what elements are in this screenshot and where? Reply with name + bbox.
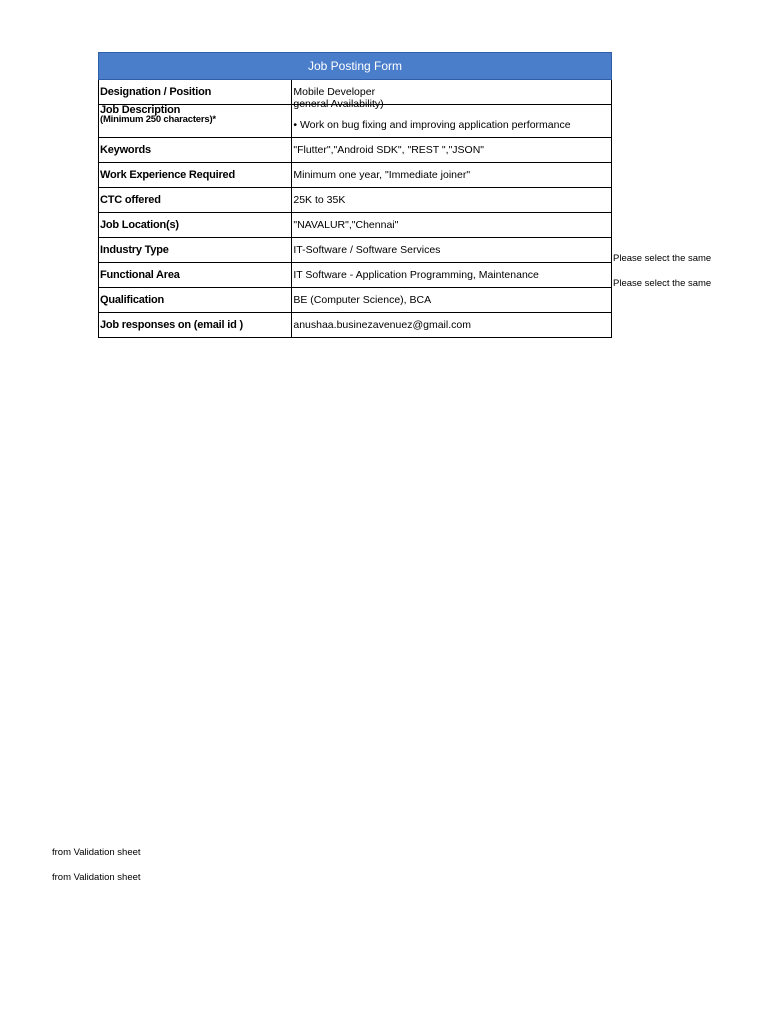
job-description-value: • Work on bug fixing and improving application performance bbox=[293, 119, 571, 131]
row-keywords bbox=[99, 138, 612, 163]
email-label[interactable]: Job responses on (email id ) bbox=[99, 313, 292, 338]
keywords-value[interactable]: "Flutter","Android SDK", "REST ","JSON" bbox=[292, 138, 612, 163]
functional-area-value[interactable]: IT Software - Application Programming, Maintenance bbox=[292, 263, 612, 288]
validation-note-2[interactable]: from Validation sheet bbox=[52, 872, 141, 883]
form-title-row bbox=[99, 53, 612, 80]
industry-side-note[interactable]: Please select the same bbox=[613, 253, 712, 264]
designation-value[interactable]: Mobile Developer bbox=[292, 80, 612, 105]
row-email bbox=[99, 313, 612, 338]
job-description-sublabel: (Minimum 250 characters)* bbox=[100, 114, 216, 125]
row-qualification bbox=[99, 288, 612, 313]
ctc-label[interactable]: CTC offered bbox=[99, 188, 292, 213]
row-ctc bbox=[99, 188, 612, 213]
job-posting-form-table bbox=[98, 52, 612, 338]
qualification-label[interactable]: Qualification bbox=[99, 288, 292, 313]
job-description-label: Job Description bbox=[100, 104, 181, 116]
experience-value[interactable]: Minimum one year, "Immediate joiner" bbox=[292, 163, 612, 188]
location-label[interactable]: Job Location(s) bbox=[99, 213, 292, 238]
row-location bbox=[99, 213, 612, 238]
functional-area-label[interactable]: Functional Area bbox=[99, 263, 292, 288]
row-industry bbox=[99, 238, 612, 263]
designation-label[interactable]: Designation / Position bbox=[99, 80, 292, 105]
experience-label[interactable]: Work Experience Required bbox=[99, 163, 292, 188]
validation-note-1[interactable]: from Validation sheet bbox=[52, 847, 141, 858]
qualification-value[interactable]: BE (Computer Science), BCA bbox=[292, 288, 612, 313]
industry-label[interactable]: Industry Type bbox=[99, 238, 292, 263]
location-value[interactable]: "NAVALUR","Chennai" bbox=[292, 213, 612, 238]
ctc-value[interactable]: 25K to 35K bbox=[292, 188, 612, 213]
row-functional-area bbox=[99, 263, 612, 288]
job-description-value-cell[interactable] bbox=[292, 98, 612, 138]
industry-value[interactable]: IT-Software / Software Services bbox=[292, 238, 612, 263]
row-experience bbox=[99, 163, 612, 188]
job-description-label-cell[interactable] bbox=[99, 105, 292, 138]
functional-area-side-note[interactable]: Please select the same bbox=[613, 278, 712, 289]
email-value[interactable]: anushaa.businezavenuez@gmail.com bbox=[292, 313, 612, 338]
form-title[interactable]: Job Posting Form bbox=[99, 53, 612, 80]
row-job-description bbox=[99, 105, 612, 138]
keywords-label[interactable]: Keywords bbox=[99, 138, 292, 163]
job-description-clipped-text: general Availability) bbox=[293, 98, 384, 110]
